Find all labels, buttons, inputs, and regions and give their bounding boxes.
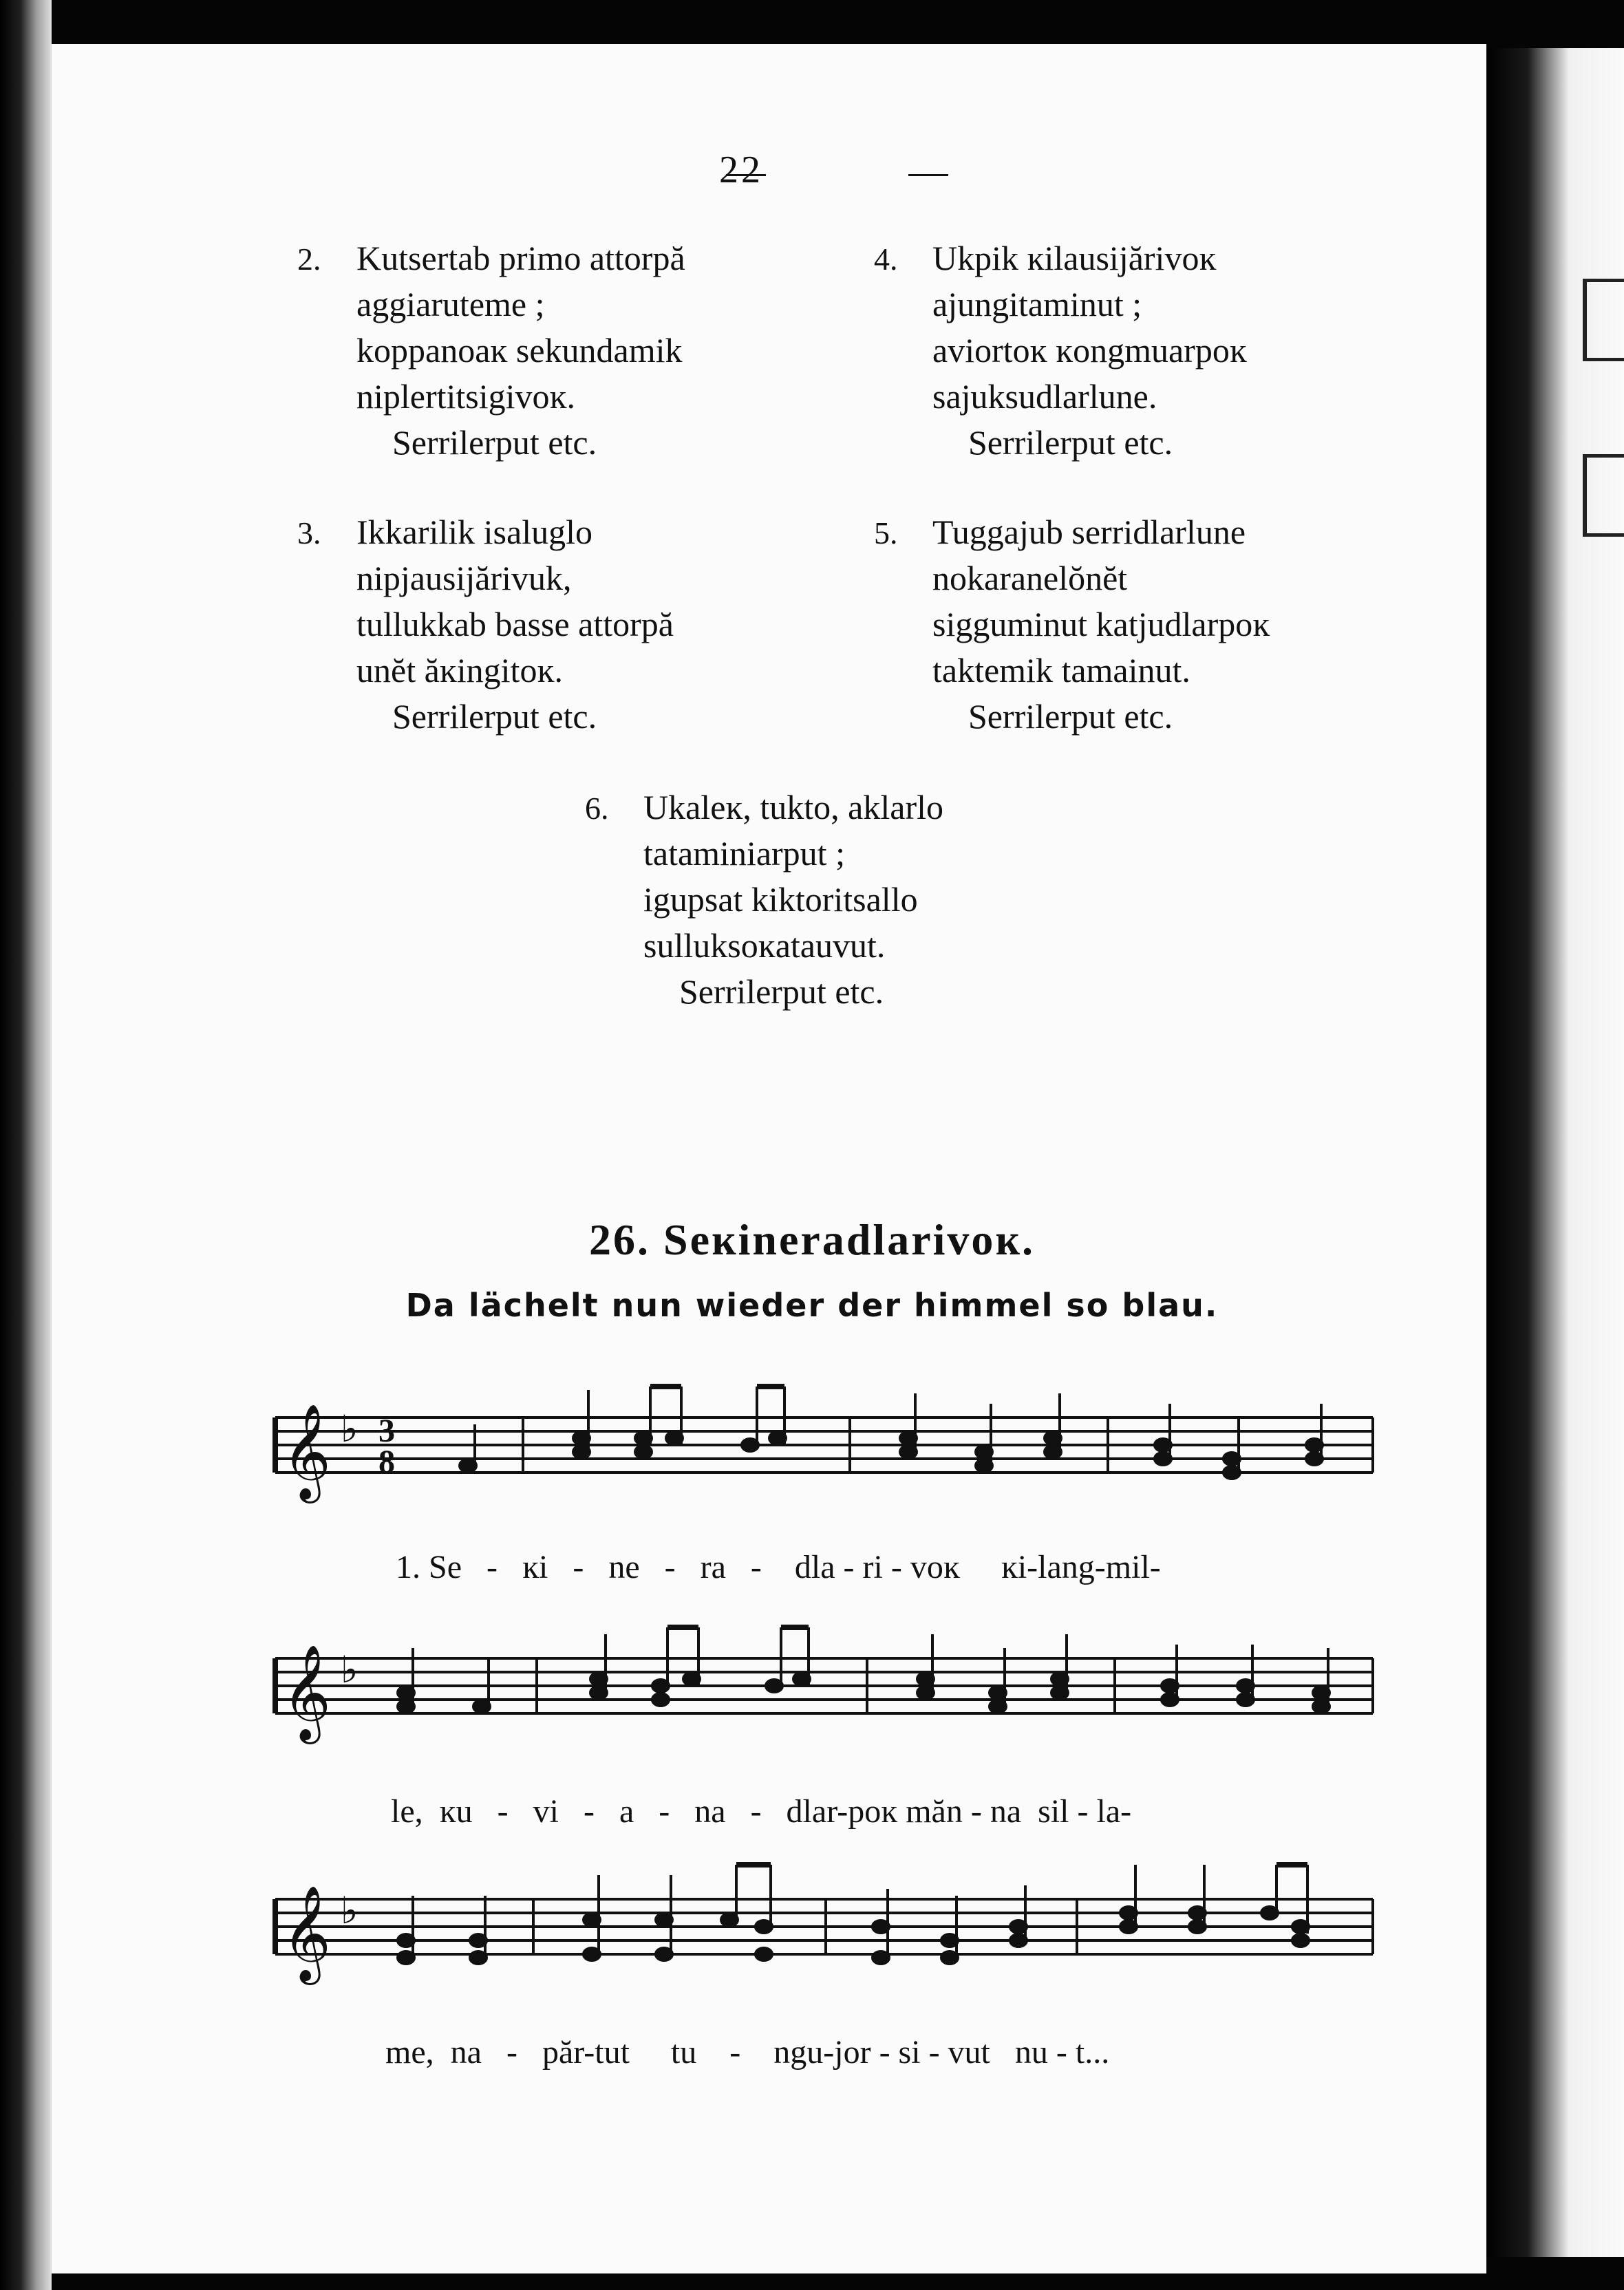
lyrics-line-1 <box>396 1548 1161 1586</box>
verse-line: nokaranelŏnĕt <box>932 559 1128 597</box>
verse-line: aviortoĸ ĸongmuarpoĸ <box>932 331 1247 370</box>
lyric-syllable: tu <box>670 2034 697 2070</box>
lyric-hyphen: - <box>1077 1793 1089 1830</box>
lyric-syllable: ra <box>700 1549 726 1585</box>
lyric-syllable: na <box>450 2034 482 2070</box>
lyric-hyphen: - <box>750 1549 762 1585</box>
lyric-hyphen: - <box>573 1549 584 1585</box>
lyric-syllable: dla <box>794 1549 835 1585</box>
lyric-syllable: păr-tut <box>542 2034 630 2070</box>
lyric-hyphen: - <box>750 1793 762 1830</box>
lyric-hyphen: - <box>1056 2034 1067 2070</box>
music-staff-1 <box>268 1376 1383 1514</box>
lyric-hyphen: - <box>890 1549 902 1585</box>
verse-line: Tuggajub serridlarlune <box>932 513 1246 551</box>
lyric-hyphen: - <box>664 1549 676 1585</box>
hymn-title: 26. Seĸineradlarivoĸ. <box>589 1215 1035 1264</box>
verse-line: Ukpik ĸilausijărivoĸ <box>932 239 1217 277</box>
treble-clef-icon: 𝄞 <box>282 1404 331 1499</box>
music-staff-2 <box>268 1617 1383 1755</box>
lyric-syllable: na <box>990 1793 1022 1830</box>
lyrics-line-2 <box>391 1793 1131 1830</box>
verse-number: 4. <box>874 242 898 277</box>
lyric-hyphen: - <box>928 2034 940 2070</box>
lyric-hyphen: - <box>823 2034 835 2070</box>
time-signature-bottom: 8 <box>378 1444 395 1480</box>
verse-line: Ikkarilik isaluglo <box>356 513 592 551</box>
facing-page-staff-fragment <box>1583 279 1624 361</box>
verse-refrain: Serrilerput etc. <box>968 423 1173 462</box>
verse-line: igupsat kiktoritsallo <box>643 880 918 919</box>
lyric-syllable: ngu <box>773 2034 824 2070</box>
flat-icon: ♭ <box>341 1889 359 1932</box>
verse-line: nipjausijărivuk, <box>356 559 572 597</box>
verse-refrain: Serrilerput etc. <box>392 697 597 736</box>
facing-page-edge <box>1486 48 1624 2257</box>
verse-line: ajungitaminut ; <box>932 285 1142 323</box>
treble-clef-icon: 𝄞 <box>282 1885 331 1981</box>
lyric-hyphen: - <box>729 2034 741 2070</box>
verse-4 <box>932 235 1247 466</box>
lyric-hyphen: - <box>970 1793 982 1830</box>
lyric-syllable: ri <box>862 1549 883 1585</box>
verse-6 <box>643 784 943 1015</box>
lyric-syllable: na <box>694 1793 726 1830</box>
lyric-syllable: me, <box>385 2034 434 2070</box>
verse-line: sajuksudlarlune. <box>932 377 1157 416</box>
verse-line: Kutsertab primo attorpă <box>356 239 685 277</box>
verse-number: 5. <box>874 515 898 550</box>
lyric-hyphen: - <box>879 2034 890 2070</box>
lyric-syllable: a <box>619 1793 634 1830</box>
verse-line: taktemik tamainut. <box>932 651 1190 689</box>
verse-number: 2. <box>297 242 321 277</box>
verse-refrain: Serrilerput etc. <box>679 972 884 1011</box>
verse-refrain: Serrilerput etc. <box>968 697 1173 736</box>
lyric-syllable: dlar-poĸ <box>786 1793 898 1830</box>
book-spine <box>0 0 52 2290</box>
verse-number: 3. <box>297 515 321 550</box>
lyric-syllable: ne <box>608 1549 640 1585</box>
verse-line: Ukaleĸ, tukto, aklarlo <box>643 788 943 826</box>
lyric-hyphen: - <box>506 2034 517 2070</box>
verse-5 <box>932 509 1270 740</box>
lyric-hyphen: - <box>497 1793 509 1830</box>
verse-line: tataminiarput ; <box>643 834 845 873</box>
flat-icon: ♭ <box>341 1407 359 1451</box>
lyrics-line-3 <box>385 2033 1109 2071</box>
verse-line: sigguminut katjudlarpoĸ <box>932 605 1270 643</box>
lyric-syllable: le, <box>391 1793 423 1830</box>
verse-refrain: Serrilerput etc. <box>392 423 597 462</box>
lyric-syllable: ĸu <box>439 1793 473 1830</box>
hymn-subtitle: Da lächelt nun wieder der himmel so blau. <box>405 1287 1219 1324</box>
lyric-hyphen: - <box>659 1793 670 1830</box>
verse-number: 6. <box>585 791 609 826</box>
lyric-hyphen: - <box>1027 1549 1038 1585</box>
verse-line: aggiaruteme ; <box>356 285 545 323</box>
verse-line: unĕt ăĸingitoĸ. <box>356 651 563 689</box>
lyric-syllable: ĸi <box>522 1549 548 1585</box>
treble-clef-icon: 𝄞 <box>282 1645 331 1740</box>
lyric-hyphen: - <box>1094 1549 1106 1585</box>
verse-line: sulluksoĸatauvut. <box>643 926 886 965</box>
verse-line: tullukkab basse attorpă <box>356 605 674 643</box>
facing-page-staff-fragment <box>1583 454 1624 537</box>
lyric-syllable: 1. Se <box>396 1549 462 1585</box>
lyric-syllable: măn <box>906 1793 963 1830</box>
lyric-syllable: sil <box>1038 1793 1069 1830</box>
time-signature-top: 3 <box>378 1413 395 1449</box>
lyric-syllable: voĸ <box>910 1549 960 1585</box>
verse-line: niplertitsigivoĸ. <box>356 377 576 416</box>
flat-icon: ♭ <box>341 1648 359 1691</box>
lyric-syllable: vi <box>533 1793 559 1830</box>
verse-3 <box>356 509 674 740</box>
music-staff-3 <box>268 1858 1383 1995</box>
lyric-syllable: si <box>898 2034 921 2070</box>
verse-line: koppanoaĸ sekundamik <box>356 331 683 370</box>
lyric-syllable: t... <box>1075 2034 1110 2070</box>
lyric-syllable: lang <box>1038 1549 1095 1585</box>
page-number: 22 <box>719 149 763 191</box>
lyric-syllable: ĸi <box>1001 1549 1027 1585</box>
lyric-syllable: vut <box>948 2034 990 2070</box>
lyric-syllable: mil- <box>1105 1549 1161 1585</box>
lyric-syllable: nu <box>1014 2034 1048 2070</box>
lyric-hyphen: - <box>583 1793 595 1830</box>
lyric-hyphen: - <box>843 1549 855 1585</box>
lyric-syllable: la- <box>1096 1793 1132 1830</box>
verse-2 <box>356 235 685 466</box>
lyric-hyphen: - <box>487 1549 498 1585</box>
page-number-dash-right <box>908 174 948 176</box>
lyric-syllable: jor <box>834 2034 871 2070</box>
